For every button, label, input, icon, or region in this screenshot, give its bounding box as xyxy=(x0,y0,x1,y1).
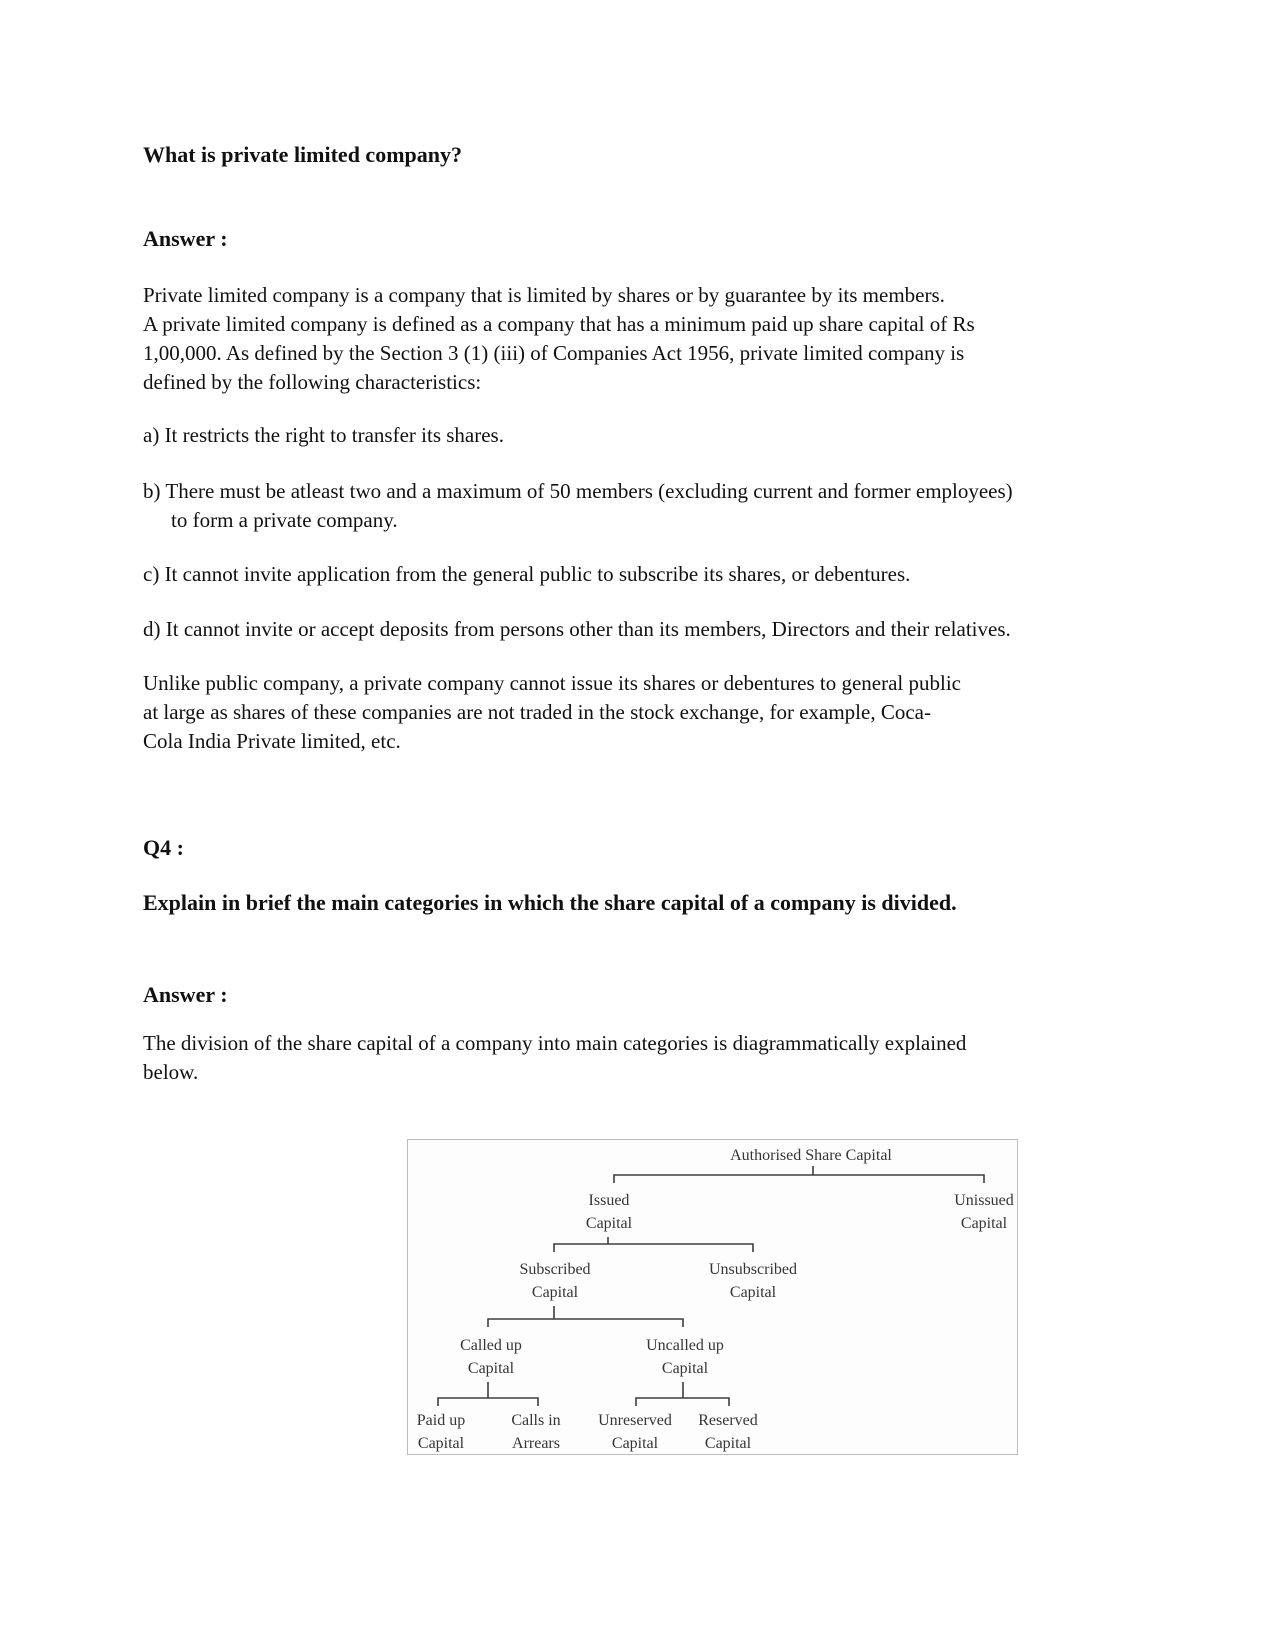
q3-point-b xyxy=(143,477,1153,535)
paragraph-line: below. xyxy=(143,1060,199,1084)
paragraph-line: Unlike public company, a private company cannot issue its shares or debentures to general public xyxy=(143,671,961,695)
node-called-up-capital: Called up Capital xyxy=(460,1337,522,1377)
share-capital-diagram xyxy=(407,1139,1018,1455)
q3-answer-label: Answer : xyxy=(143,226,228,251)
paragraph-line: at large as shares of these companies are not traded in the stock exchange, for example, Coca- xyxy=(143,700,931,724)
node-subscribed-capital: Subscribed Capital xyxy=(519,1261,591,1301)
q4-answer-label: Answer : xyxy=(143,982,228,1007)
node-uncalled-up-capital: Uncalled up Capital xyxy=(646,1337,724,1377)
node-reserved-capital: Reserved Capital xyxy=(698,1412,758,1452)
paragraph-line: to form a private company. xyxy=(171,508,398,532)
q4-question-heading: Explain in brief the main categories in which the share capital of a company is divided. xyxy=(143,890,957,915)
paragraph-line: Private limited company is a company that is limited by shares or by guarantee by its members. xyxy=(143,283,945,307)
q3-question-heading: What is private limited company? xyxy=(143,142,462,167)
paragraph-line: A private limited company is defined as a company that has a minimum paid up share capital of Rs xyxy=(143,312,975,336)
q3-point-a: a) It restricts the right to transfer its shares. xyxy=(143,423,504,447)
q4-intro-paragraph xyxy=(143,1029,1153,1087)
paragraph-line: 1,00,000. As defined by the Section 3 (1) (iii) of Companies Act 1956, private limited company is xyxy=(143,341,965,365)
paragraph-line: b) There must be atleast two and a maximum of 50 members (excluding current and former employees) xyxy=(143,479,1013,503)
q3-point-d: d) It cannot invite or accept deposits from persons other than its members, Directors and their relatives. xyxy=(143,617,1011,641)
node-unreserved-capital: Unreserved Capital xyxy=(598,1412,672,1452)
paragraph-line: Cola India Private limited, etc. xyxy=(143,729,401,753)
node-paid-up-capital: Paid up Capital xyxy=(416,1412,466,1452)
node-calls-in-arrears: Calls in Arrears xyxy=(511,1412,561,1452)
q3-closing-paragraph xyxy=(143,669,1153,756)
node-issued-capital: Issued Capital xyxy=(585,1192,633,1232)
node-unissued-capital: Unissued Capital xyxy=(954,1192,1014,1232)
paragraph-line: The division of the share capital of a company into main categories is diagrammatically explained xyxy=(143,1031,967,1055)
q3-point-c: c) It cannot invite application from the general public to subscribe its shares, or debentures. xyxy=(143,562,911,586)
node-unsubscribed-capital: Unsubscribed Capital xyxy=(709,1261,797,1301)
node-authorised-share-capital: Authorised Share Capital xyxy=(730,1147,892,1164)
q3-intro-paragraph xyxy=(143,281,1153,397)
paragraph-line: defined by the following characteristics: xyxy=(143,370,482,394)
q4-label: Q4 : xyxy=(143,835,184,860)
